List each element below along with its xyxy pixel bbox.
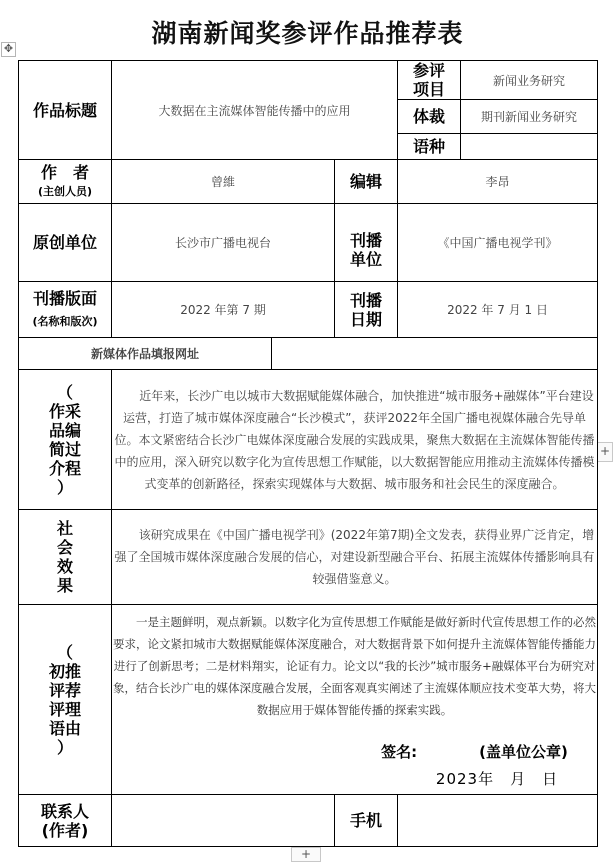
- process-label-line: 简过: [48, 439, 81, 459]
- eval-label-line: （: [56, 642, 73, 662]
- category-label: [398, 61, 461, 100]
- recommendation-form-table: [18, 60, 598, 847]
- eval-label: [19, 605, 112, 795]
- effect-label-line: 效: [56, 557, 73, 576]
- phone-label: 手机: [335, 795, 398, 847]
- contact-label: 联系人: [40, 801, 89, 821]
- eval-label-line: 初推: [48, 661, 81, 681]
- eval-cell[interactable]: [112, 605, 598, 795]
- language-label: 语种: [398, 134, 461, 160]
- eval-label-line: 语由: [48, 718, 81, 738]
- unit-value[interactable]: 长沙市广播电视台: [112, 204, 335, 282]
- genre-label: 体裁: [398, 100, 461, 134]
- author-label: 作 者: [40, 162, 89, 182]
- effect-label-line: 会: [56, 538, 73, 557]
- contact-label-cell: [19, 795, 112, 847]
- work-title-label: 作品标题: [19, 61, 112, 160]
- edition-sub-label: (名称和版次): [32, 314, 98, 328]
- eval-label-line: 评理: [48, 699, 81, 719]
- process-label-line: ）: [56, 477, 73, 497]
- effect-text[interactable]: 该研究成果在《中国广播电视学刊》(2022年第7期)全文发表，获得业界广泛肯定，增强了全国城市媒体深度融合发展的信心，对建设新型融合平台、拓展主流媒体传播影响具有较强借鉴意义。: [112, 510, 598, 605]
- process-text[interactable]: 近年来，长沙广电以城市大数据赋能媒体融合，加快推进“城市服务+融媒体”平台建设运营，打造了城市媒体深度融合“长沙模式”，获评2022年全国广播电视媒体融合先导单位。本文紧密结合长沙广电媒体深度融合发展的实践成果，聚焦大数据在主流媒体智能传播中的应用，深入研究以数字化为宣传思想工作赋能，以大数据智能应用推动主流媒体传播模式变革的创新路径，探索实现媒体与大数据、城市服务和社会民生的深度融合。: [112, 370, 598, 510]
- effect-label-line: 社: [56, 519, 73, 538]
- process-label-line: 介程: [48, 458, 81, 478]
- author-value[interactable]: 曾維: [112, 160, 335, 204]
- pub-date-label-line-2: 日期: [350, 309, 383, 329]
- pub-date-label-line-1: 刊播: [350, 290, 383, 310]
- pub-date-value[interactable]: 2022 年 7 月 1 日: [398, 282, 598, 338]
- category-value[interactable]: 新闻业务研究: [461, 61, 598, 100]
- phone-value[interactable]: [398, 795, 598, 847]
- work-title-value[interactable]: 大数据在主流媒体智能传播中的应用: [112, 61, 398, 160]
- page-title: 湖南新闻奖参评作品推荐表: [151, 19, 464, 48]
- effect-label-line: 果: [56, 576, 73, 595]
- signature-line: [112, 741, 597, 762]
- process-label-line: 品编: [48, 420, 81, 440]
- sign-label: 签名:: [381, 742, 418, 761]
- editor-value[interactable]: 李昂: [398, 160, 598, 204]
- edition-label-cell: [19, 282, 112, 338]
- sign-date: 2023年 月 日: [435, 769, 559, 788]
- add-column-button[interactable]: +: [597, 442, 613, 462]
- editor-label: 编辑: [335, 160, 398, 204]
- url-label: 新媒体作品填报网址: [19, 338, 272, 370]
- pub-unit-value[interactable]: 《中国广播电视学刊》: [398, 204, 598, 282]
- edition-label: 刊播版面: [32, 288, 97, 308]
- seal-label: (盖单位公章): [479, 742, 568, 761]
- author-sub-label: (主创人员): [37, 184, 93, 198]
- pub-unit-label: [335, 204, 398, 282]
- pub-unit-label-line-1: 刊播: [350, 230, 383, 250]
- pub-date-label: [335, 282, 398, 338]
- process-label-line: （: [56, 382, 73, 402]
- edition-value[interactable]: 2022 年第 7 期: [112, 282, 335, 338]
- author-label-cell: [19, 160, 112, 204]
- genre-value[interactable]: 期刊新闻业务研究: [461, 100, 598, 134]
- table-move-handle-icon[interactable]: ✥: [1, 42, 16, 57]
- contact-value[interactable]: [112, 795, 335, 847]
- eval-label-line: ）: [56, 737, 73, 757]
- process-label-line: 作采: [48, 401, 81, 421]
- effect-label: [19, 510, 112, 605]
- process-label: [19, 370, 112, 510]
- url-value[interactable]: [272, 338, 598, 370]
- eval-text: 一是主题鲜明，观点新颖。以数字化为宣传思想工作赋能是做好新时代宣传思想工作的必然要求，论文紧扣城市大数据赋能媒体深度融合，对大数据背景下如何提升主流媒体智能传播能力进行了创新思考；二是材料翔实，论证有力。论文以“我的长沙”城市服务+融媒体平台为研究对象，结合长沙广电的媒体深度融合发展，全面客观真实阐述了主流媒体顺应技术变革大势，将大数据应用于媒体智能传播的探索实践。: [113, 614, 597, 717]
- contact-sub-label: (作者): [41, 820, 89, 840]
- pub-unit-label-line-2: 单位: [350, 249, 383, 269]
- category-label-line-2: 项目: [413, 80, 446, 99]
- unit-label: 原创单位: [19, 204, 112, 282]
- add-row-button[interactable]: +: [291, 847, 321, 862]
- eval-label-line: 评荐: [48, 680, 81, 700]
- category-label-line-1: 参评: [413, 61, 446, 80]
- language-value[interactable]: [461, 134, 598, 160]
